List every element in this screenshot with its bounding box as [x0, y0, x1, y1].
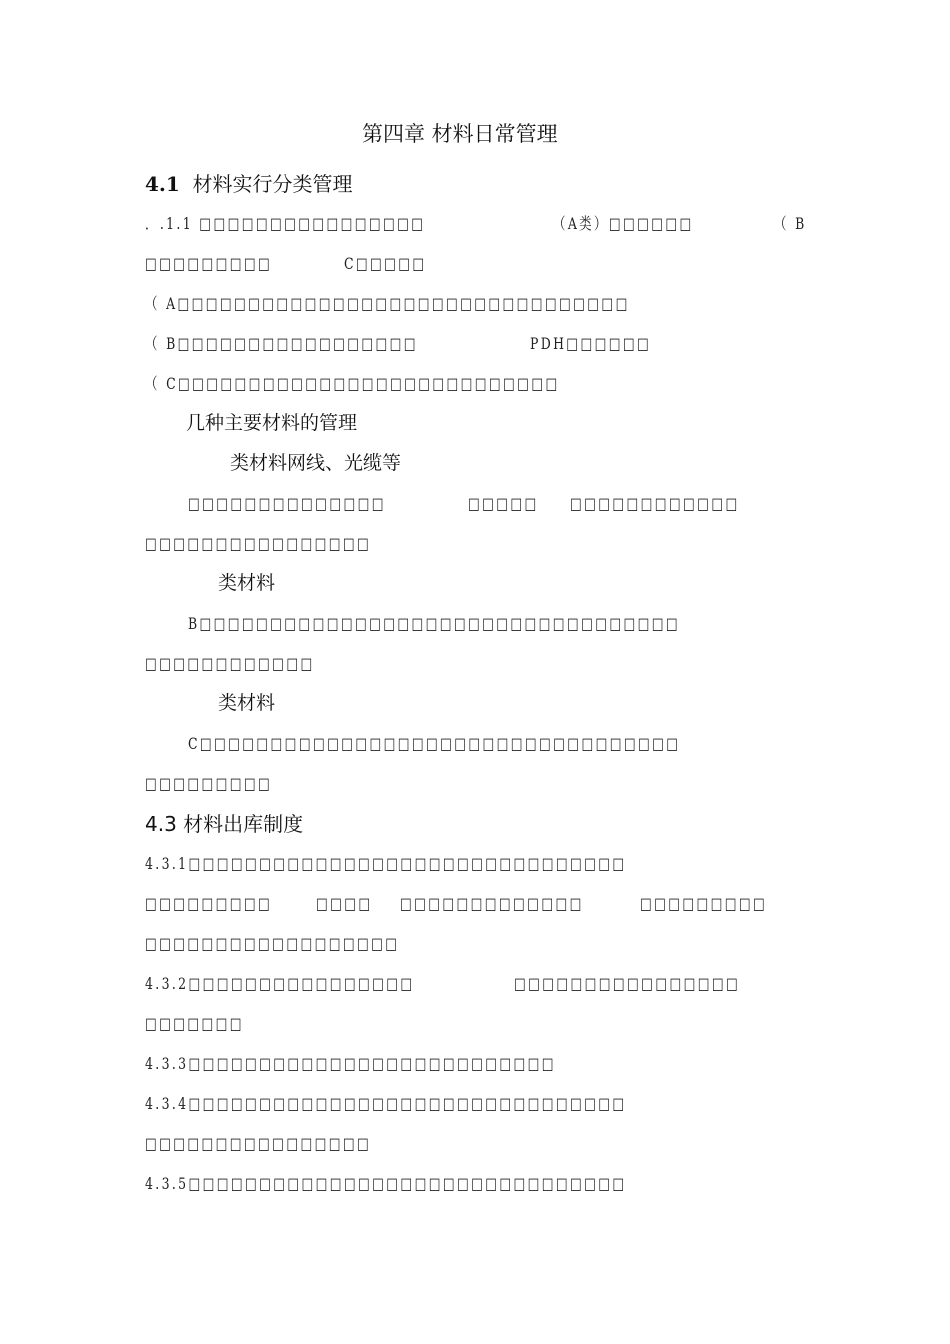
- para-4-1-1-b-class: （ B: [774, 214, 807, 233]
- para-4-1-1-a-class: （A类）□□□□□□: [553, 214, 694, 233]
- page-title: 第四章 材料日常管理: [362, 122, 558, 146]
- para-a-detail-3: □□□□□□□□□□□□: [570, 494, 740, 513]
- para-a-label: （ A: [145, 294, 178, 313]
- para-4-3-4-number: 4.3.4: [145, 1094, 189, 1113]
- section-4-3-heading: 4.3 材料出库制度: [145, 812, 304, 836]
- para-b-detail-2: □□□□□□□□□□□□: [145, 654, 315, 673]
- para-4-3-1-cont-b: □□□□: [316, 894, 373, 913]
- para-a-detail-1: □□□□□□□□□□□□□□: [188, 494, 386, 513]
- para-b-pdh: PDH□□□□□□: [530, 334, 652, 353]
- para-a-detail-2: □□□□□: [468, 494, 539, 513]
- para-4-1-1-number: ．.1.1: [145, 214, 200, 233]
- para-b-label: （ B: [145, 334, 178, 353]
- para-a-detail-4: □□□□□□□□□□□□□□□□: [145, 534, 372, 553]
- para-4-3-5-number: 4.3.5: [145, 1174, 189, 1193]
- subheading-main-materials: 几种主要材料的管理: [186, 412, 358, 434]
- para-4-1-1-c-class: C□□□□□: [344, 254, 427, 273]
- para-4-3-3: 4.3.3□□□□□□□□□□□□□□□□□□□□□□□□□□: [145, 1054, 556, 1073]
- subheading-a-class: 类材料网线、光缆等: [230, 452, 402, 474]
- para-4-1-1-cont: □□□□□□□□□: [145, 254, 273, 273]
- para-4-3-1: 4.3.1□□□□□□□□□□□□□□□□□□□□□□□□□□□□□□□: [145, 854, 627, 873]
- para-4-3-3-number: 4.3.3: [145, 1054, 189, 1073]
- para-4-3-1-number: 4.3.1: [145, 854, 189, 873]
- para-4-3-1-cont-c: □□□□□□□□□□□□□: [400, 894, 584, 913]
- para-4-1-1-c-label: C: [344, 254, 356, 273]
- para-4-3-2-number: 4.3.2: [145, 974, 189, 993]
- para-c-detail-2: □□□□□□□□□: [145, 774, 273, 793]
- para-4-1-1-a-label: （A类）: [553, 214, 609, 233]
- para-4-3-1-cont-e: □□□□□□□□□□□□□□□□□□: [145, 934, 400, 953]
- para-b-pdh-label: PDH: [530, 334, 567, 353]
- section-4-1-number: 4.1: [145, 172, 180, 196]
- para-4-3-1-cont-a: □□□□□□□□□: [145, 894, 273, 913]
- para-b-detail-label: B: [188, 614, 200, 633]
- para-4-3-5: 4.3.5□□□□□□□□□□□□□□□□□□□□□□□□□□□□□□□: [145, 1174, 627, 1193]
- para-c-label: （ C: [145, 374, 179, 393]
- section-4-1-heading: [145, 174, 353, 194]
- section-4-1-text: 材料实行分类管理: [192, 172, 353, 196]
- para-4-3-2-b: □□□□□□□□□□□□□□□□: [514, 974, 741, 993]
- para-b-detail-1: B□□□□□□□□□□□□□□□□□□□□□□□□□□□□□□□□□□: [188, 614, 680, 633]
- para-4-3-2-cont: □□□□□□□: [145, 1014, 244, 1033]
- para-a-class: （ A□□□□□□□□□□□□□□□□□□□□□□□□□□□□□□□□: [145, 294, 630, 313]
- para-c-detail-label: C: [188, 734, 200, 753]
- para-4-1-1-start: ．.1.1 □□□□□□□□□□□□□□□□: [145, 214, 426, 233]
- subheading-c-class: 类材料: [218, 692, 276, 714]
- para-b-class: （ B□□□□□□□□□□□□□□□□□: [145, 334, 418, 353]
- para-c-class: （ C□□□□□□□□□□□□□□□□□□□□□□□□□□□: [145, 374, 560, 393]
- subheading-b-class: 类材料: [218, 572, 276, 594]
- para-4-3-4: 4.3.4□□□□□□□□□□□□□□□□□□□□□□□□□□□□□□□: [145, 1094, 627, 1113]
- para-4-3-4-cont: □□□□□□□□□□□□□□□□: [145, 1134, 372, 1153]
- para-c-detail-1: C□□□□□□□□□□□□□□□□□□□□□□□□□□□□□□□□□□: [188, 734, 681, 753]
- para-4-3-2: 4.3.2□□□□□□□□□□□□□□□□: [145, 974, 415, 993]
- para-4-3-1-cont-d: □□□□□□□□□: [640, 894, 768, 913]
